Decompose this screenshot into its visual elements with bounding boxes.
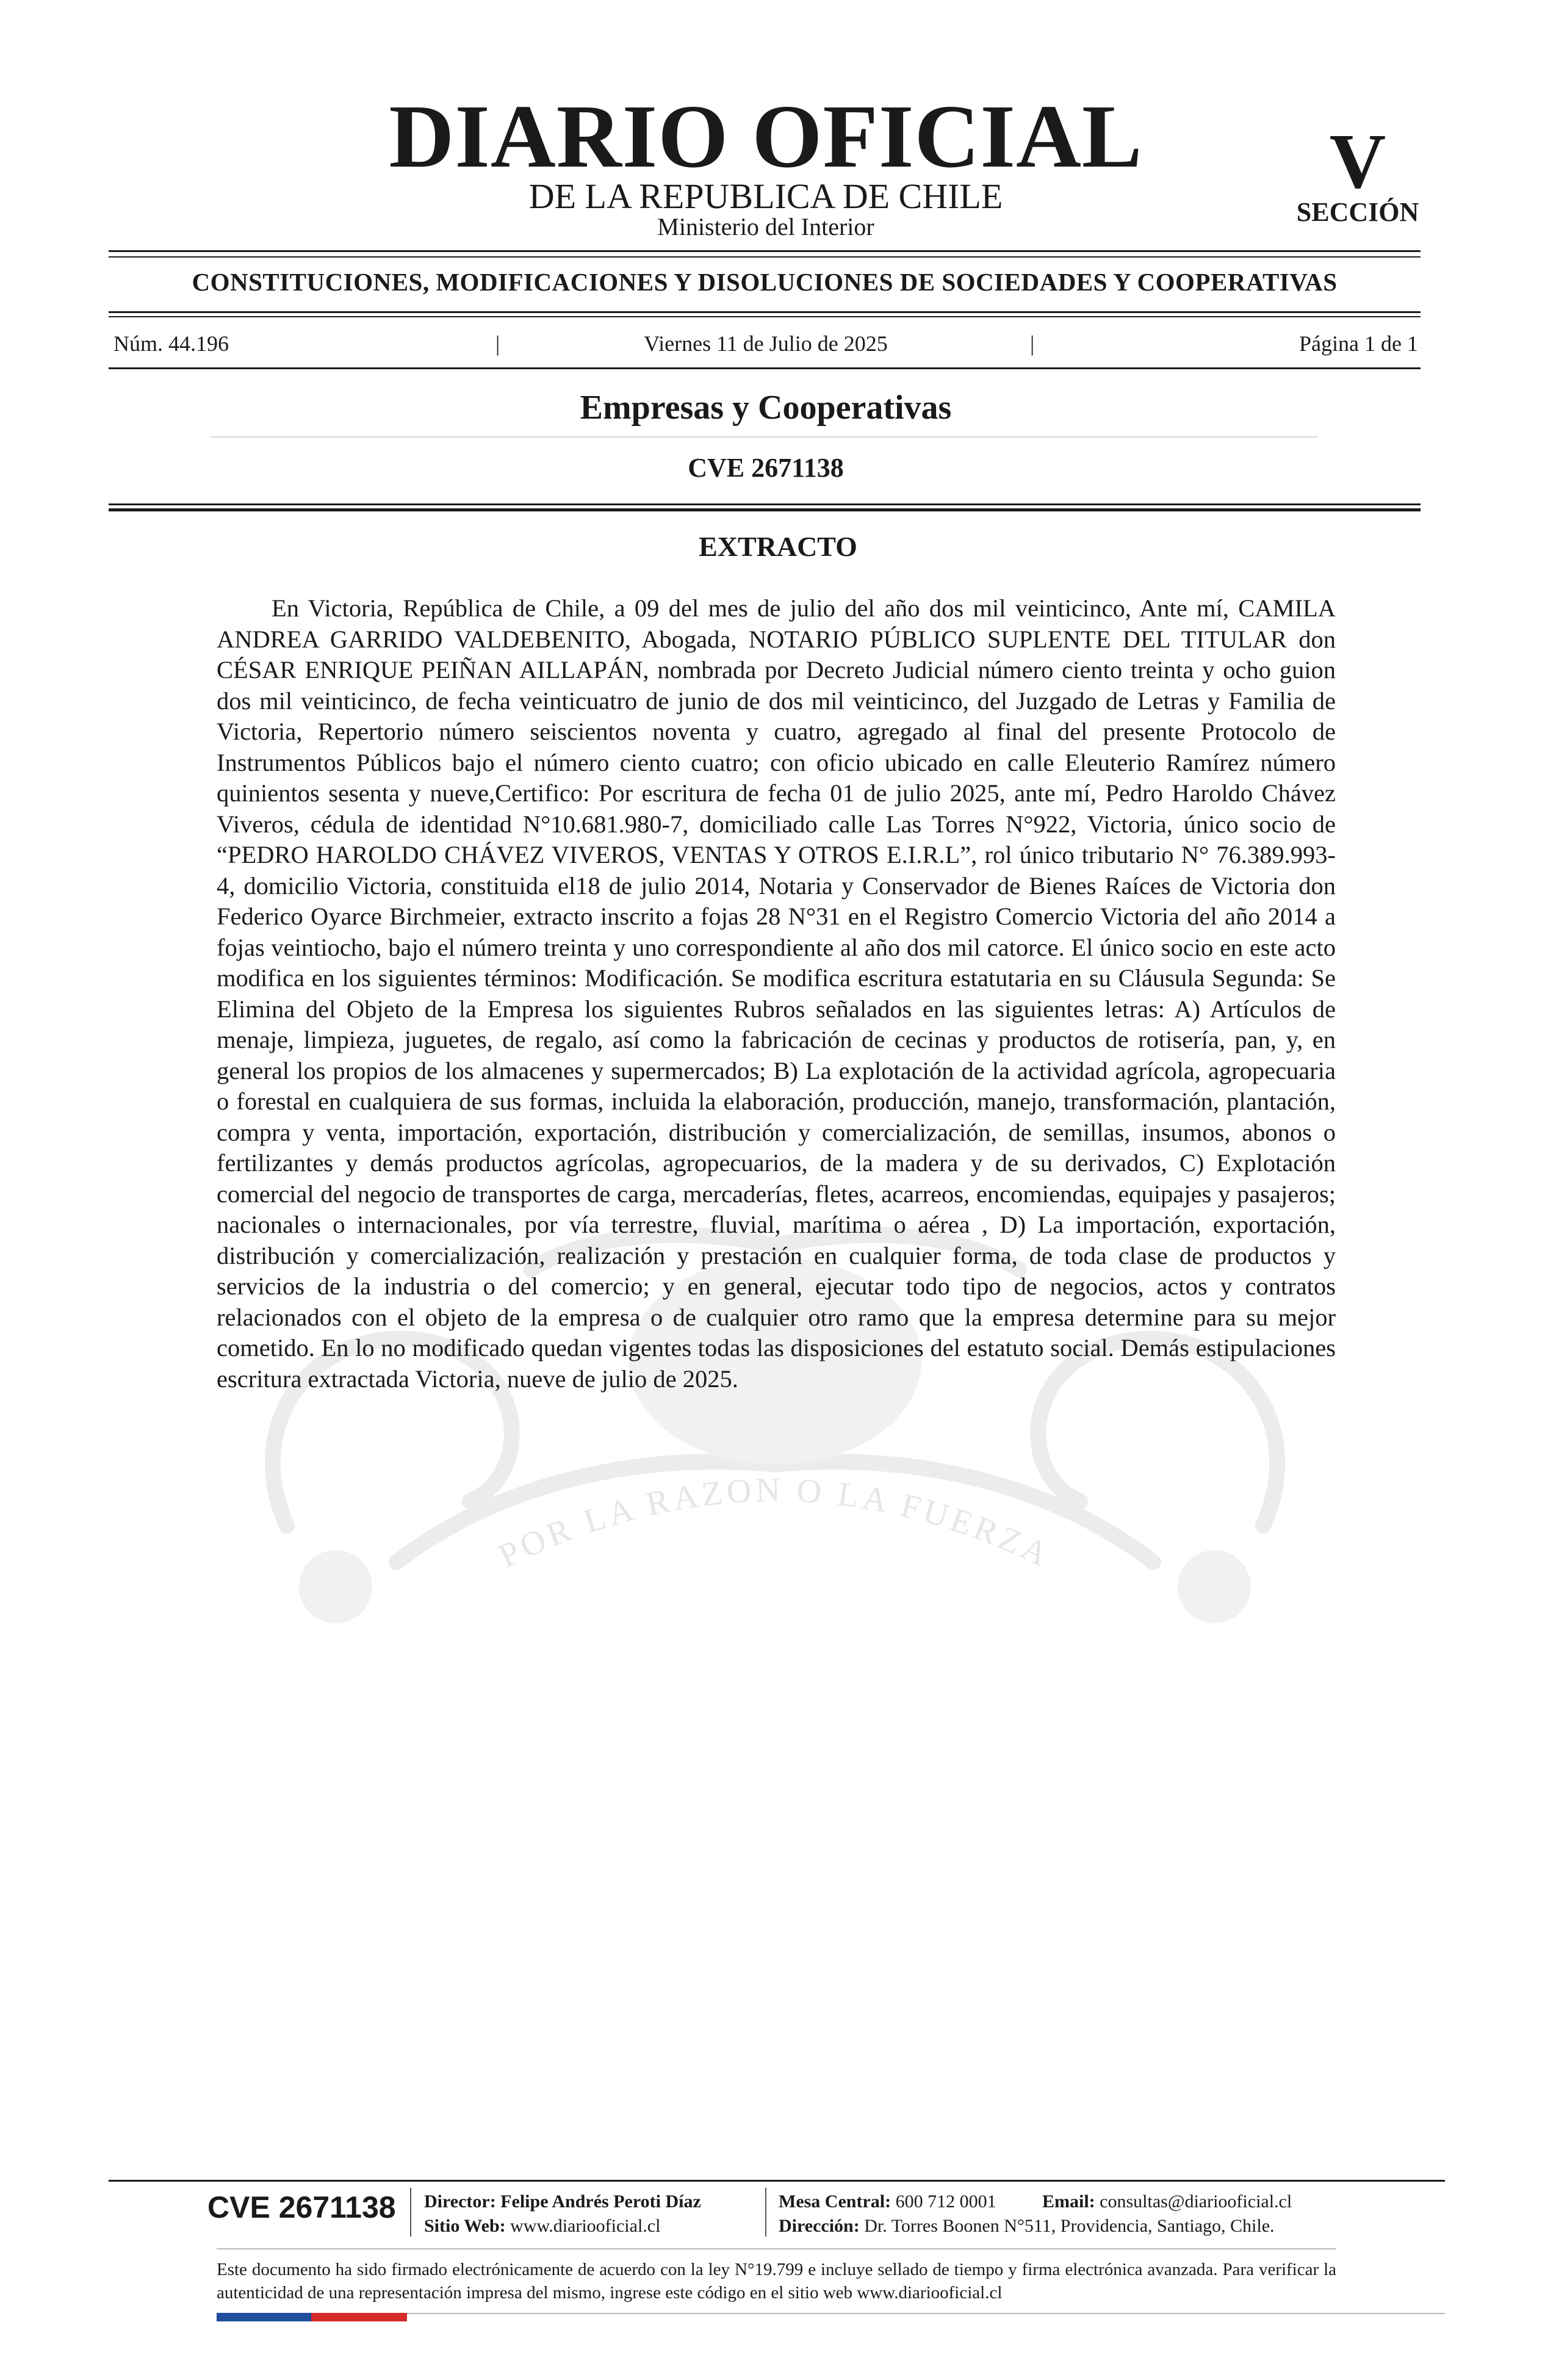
footer-signature-note: Este documento ha sido firmado electrónicamente de acuerdo con la ley N°19.799 e incluye sellado de tiempo y firma electrónica avanzada. Para verificar la autenticidad de una representación impresa del mismo, ingrese este código en el sitio web www.diariooficial.cl	[217, 2260, 1336, 2302]
footer-phone	[779, 2193, 996, 2211]
website-label: Sitio Web:	[424, 2216, 506, 2236]
director-value: Felipe Andrés Peroti Díaz	[500, 2191, 701, 2212]
footer-website	[424, 2217, 660, 2235]
footer-separator	[765, 2188, 766, 2237]
section-divider	[211, 436, 1318, 438]
footer-separator	[410, 2188, 411, 2237]
footer-cve-code: CVE 2671138	[207, 2190, 396, 2224]
masthead-title: DIARIO OFICIAL	[389, 87, 1143, 187]
footer-address	[779, 2217, 1275, 2235]
document-body: En Victoria, República de Chile, a 09 del mes de julio del año dos mil veinticinco, Ante mí, CAMILA ANDREA GARRIDO VALDEBENITO, Abogada, NOTARIO PÚBLICO SUPLENTE DEL TITULAR don CÉSAR ENRIQUE PEIÑAN AILLAPÁN, nombrada por Decreto Judicial número ciento treinta y ocho guion dos mil veinticinco, de fecha veinticuatro de junio de dos mil veinticinco, del Juzgado de Letras y Familia de Victoria, Repertorio número seiscientos noventa y cuatro, agregado al final del presente Protocolo de Instrumentos Públicos bajo el número ciento cuatro; con oficio ubicado en calle Eleuterio Ramírez número quinientos sesenta y nueve,Certifico: Por escritura de fecha 01 de julio 2025, ante mí, Pedro Haroldo Chávez Viveros, cédula de identidad N°10.681.980-7, domiciliado calle Las Torres N°922, Victoria, único socio de “PEDRO HAROLDO CHÁVEZ VIVEROS, VENTAS Y OTROS E.I.R.L”, rol único tributario N° 76.389.993-4, domicilio Victoria, constituida el18 de julio 2014, Notaria y Conservador de Bienes Raíces de Victoria don Federico Oyarce Birchmeier, extracto inscrito a fojas 28 N°31 en el Registro Comercio Victoria del año 2014 a fojas veintiocho, bajo el número treinta y uno correspondiente al año dos mil catorce. El único socio en este acto modifica en los siguientes términos: Modificación. Se modifica escritura estatutaria en su Cláusula Segunda: Se Elimina del Objeto de la Empresa los siguientes Rubros señalados en las siguientes letras: A) Artículos de menaje, limpieza, juguetes, de regalo, así como la fabricación de cecinas y productos de rotisería, pan, y, en general los propios de los almacenes y supermercados; B) La explotación de la actividad agrícola, agropecuaria o forestal en cualquiera de sus formas, incluida la elaboración, producción, manejo, transformación, plantación, compra y venta, importación, exportación, distribución y comercialización, de semillas, insumos, abonos o fertilizantes y demás productos agrícolas, agropecuarios, de la madera y de su derivados, C) Explotación comercial del negocio de transportes de carga, mercaderías, fletes, acarreos, encomiendas, equipajes y pasajeros; nacionales o internacionales, por vía terrestre, fluvial, marítima o aérea , D) La importación, exportación, distribución y comercialización, realización y prestación en cualquier forma, de toda clase de productos y servicios de la industria o del comercio; y en general, ejecutar todo tipo de negocios, actos y contratos relacionados con el objeto de la empresa o de cualquier otro ramo que la empresa determine para su mejor cometido. En lo no modificado quedan vigentes todas las disposiciones del estatuto social. Demás estipulaciones escritura extractada Victoria, nueve de julio de 2025.	[217, 594, 1336, 1393]
header-divider-thin	[109, 256, 1421, 258]
category-divider	[109, 311, 1421, 313]
cve-divider	[109, 503, 1421, 505]
issue-number: Núm. 44.196	[113, 331, 229, 356]
director-label: Director:	[424, 2191, 496, 2212]
document-heading: EXTRACTO	[699, 531, 857, 562]
address-label: Dirección:	[779, 2216, 860, 2236]
section-letter: V	[1329, 118, 1386, 204]
section-title: Empresas y Cooperativas	[580, 389, 952, 427]
phone-value: 600 712 0001	[895, 2191, 996, 2212]
cve-code: CVE 2671138	[688, 453, 844, 483]
motto-text: POR LA RAZON O LA FUERZA	[492, 1471, 1057, 1576]
masthead-subtitle: DE LA REPUBLICA DE CHILE	[528, 176, 1003, 216]
section-label: SECCIÓN	[1296, 197, 1419, 227]
footer-bottom-rule	[407, 2313, 1445, 2314]
cve-divider-thick	[109, 508, 1421, 511]
footer-divider	[109, 2180, 1445, 2182]
meta-separator: |	[1030, 331, 1035, 356]
issue-date: Viernes 11 de Julio de 2025	[644, 331, 888, 356]
website-link[interactable]: www.diariooficial.cl	[510, 2216, 661, 2236]
meta-divider	[109, 367, 1421, 369]
phone-label: Mesa Central:	[779, 2191, 891, 2212]
footer-director	[424, 2193, 701, 2211]
page-indicator: Página 1 de 1	[1299, 331, 1418, 356]
header-divider	[109, 250, 1421, 252]
footer-email	[1042, 2193, 1292, 2211]
email-label: Email:	[1042, 2191, 1095, 2212]
flag-stripe-red	[311, 2313, 407, 2321]
flag-stripe-blue	[217, 2313, 311, 2321]
ministry-label: Ministerio del Interior	[657, 213, 874, 240]
meta-separator: |	[495, 331, 500, 356]
address-value: Dr. Torres Boonen N°511, Providencia, Santiago, Chile.	[864, 2216, 1275, 2236]
footer-note-divider	[217, 2248, 1336, 2249]
category-title: CONSTITUCIONES, MODIFICACIONES Y DISOLUCIONES DE SOCIEDADES Y COOPERATIVAS	[192, 268, 1338, 296]
email-link[interactable]: consultas@diariooficial.cl	[1100, 2191, 1292, 2212]
category-divider-thin	[109, 316, 1421, 317]
